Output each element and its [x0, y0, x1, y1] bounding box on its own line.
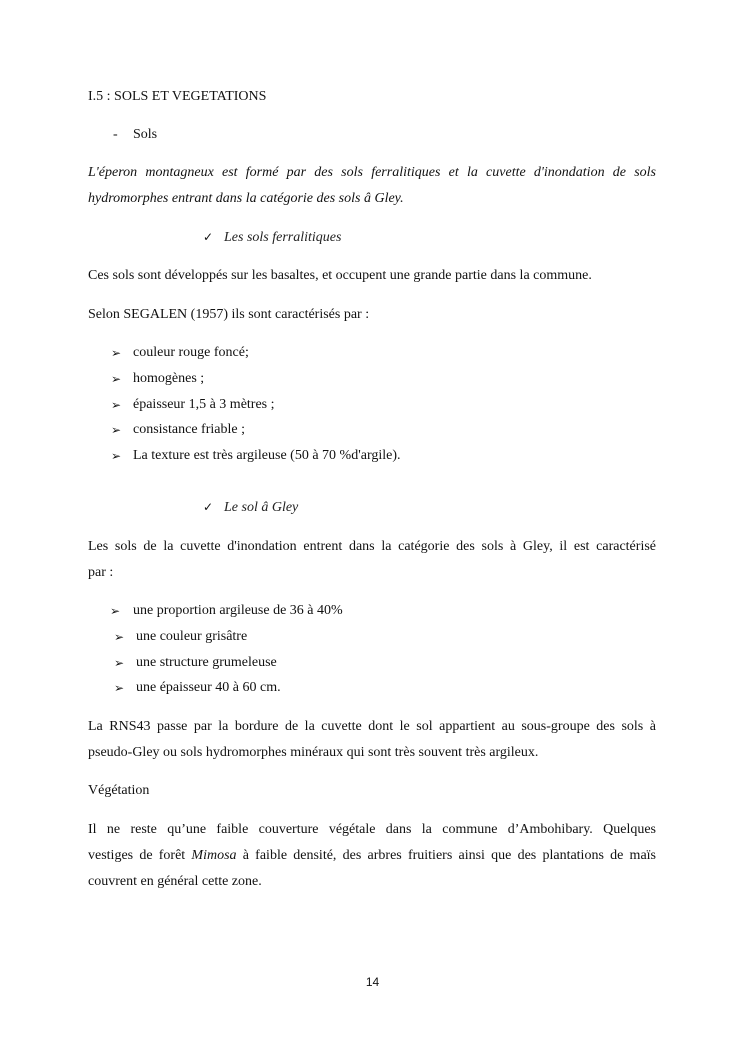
list-item: épaisseur 1,5 à 3 mètres ; [133, 397, 275, 412]
sols-dash: - [113, 127, 118, 142]
list-item: couleur rouge foncé; [133, 345, 249, 360]
arrow-bullet-icon: ➢ [111, 449, 122, 463]
checkmark-icon: ✓ [203, 500, 214, 514]
arrow-bullet-icon: ➢ [110, 604, 121, 618]
list-item: La texture est très argileuse (50 à 70 %d'argile). [133, 448, 401, 463]
vegetation-line-2-end: à faible densité, des arbres fruitiers ainsi que des plantations de maïs [236, 848, 656, 863]
list-item: consistance friable ; [133, 422, 245, 437]
gley-paragraph-1-line-1: Les sols de la cuvette d'inondation entrent dans la catégorie des sols à Gley, il est caractérisé [88, 539, 656, 554]
arrow-bullet-icon: ➢ [111, 372, 122, 386]
ferralitiques-paragraph-2: Selon SEGALEN (1957) ils sont caractérisés par : [88, 307, 370, 322]
list-item: homogènes ; [133, 371, 205, 386]
arrow-bullet-icon: ➢ [114, 681, 125, 695]
vegetation-line-2 [88, 847, 656, 865]
arrow-bullet-icon: ➢ [111, 346, 122, 360]
arrow-bullet-icon: ➢ [114, 656, 125, 670]
checkmark-icon: ✓ [203, 230, 214, 244]
arrow-bullet-icon: ➢ [111, 423, 122, 437]
list-item: une couleur grisâtre [136, 629, 248, 644]
arrow-bullet-icon: ➢ [111, 398, 122, 412]
gley-paragraph-2-line-1: La RNS43 passe par la bordure de la cuvette dont le sol appartient au sous-groupe des sols à [88, 719, 656, 734]
mimosa-term: Mimosa [191, 848, 237, 863]
sols-subheading: Sols [133, 127, 158, 142]
intro-line-1: L'éperon montagneux est formé par des sols ferralitiques et la cuvette d'inondation de sols [88, 165, 656, 180]
arrow-bullet-icon: ➢ [114, 630, 125, 644]
gley-paragraph-2-line-2: pseudo-Gley ou sols hydromorphes minéraux qui sont très souvent très argileux. [88, 745, 539, 760]
ferralitiques-title: Les sols ferralitiques [224, 230, 342, 245]
vegetation-heading: Végétation [88, 783, 150, 798]
page-number: 14 [365, 975, 380, 989]
intro-line-2: hydromorphes entrant dans la catégorie des sols â Gley. [88, 191, 404, 206]
vegetation-line-1: Il ne reste qu’une faible couverture végétale dans la commune d’Ambohibary. Quelques [88, 822, 656, 837]
list-item: une structure grumeleuse [136, 655, 277, 670]
vegetation-line-2-start: vestiges de forêt [88, 848, 192, 863]
vegetation-line-3: couvrent en général cette zone. [88, 874, 262, 889]
ferralitiques-paragraph-1: Ces sols sont développés sur les basaltes, et occupent une grande partie dans la commune. [88, 268, 592, 283]
section-heading: I.5 : SOLS ET VEGETATIONS [88, 89, 267, 104]
list-item: une proportion argileuse de 36 à 40% [133, 603, 343, 618]
gley-paragraph-1-line-2: par : [88, 565, 114, 580]
gley-title: Le sol â Gley [224, 500, 299, 515]
list-item: une épaisseur 40 à 60 cm. [136, 680, 281, 695]
